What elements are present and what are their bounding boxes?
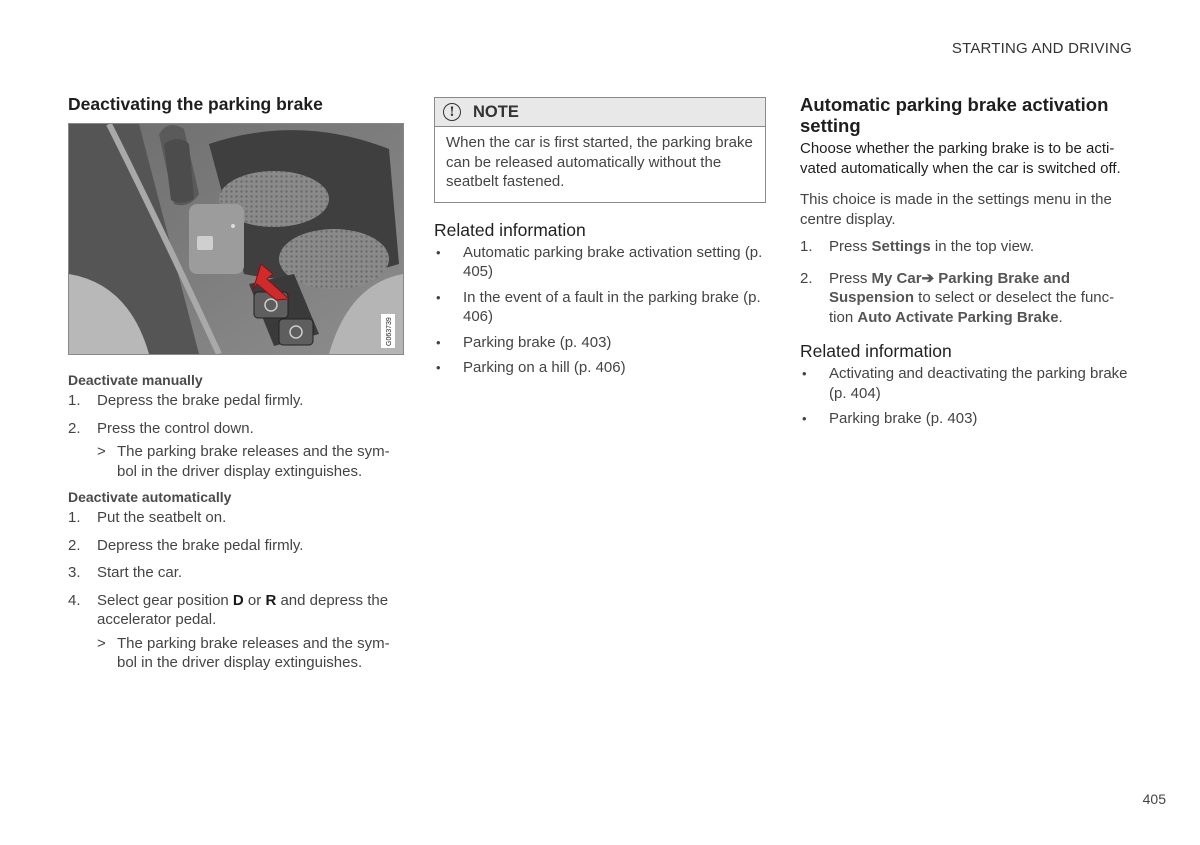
- left-column: [68, 94, 403, 681]
- right-column: [800, 94, 1132, 435]
- ui-term-auto-activate: Auto Activate Parking Brake: [857, 308, 1059, 326]
- auto-result: > The parking brake releases and the sym-bol in the driver display extinguishes.: [97, 634, 390, 671]
- related-link[interactable]: • Parking brake (p. 403): [436, 333, 612, 351]
- image-code: G063739: [386, 317, 393, 346]
- page-number: 405: [1142, 791, 1166, 807]
- note-title: NOTE: [473, 102, 519, 121]
- lead-paragraph: Choose whether the parking brake is to be acti-vated automatically when the car is switched off.: [800, 140, 1121, 177]
- note-header: [435, 98, 765, 127]
- manual-result: > The parking brake releases and the sym-bol in the driver display extinguishes.: [97, 443, 390, 480]
- auto-step-1: 1. Put the seatbelt on.: [68, 509, 227, 526]
- related-link[interactable]: • Activating and deactivating the parking brake (p. 404): [802, 365, 1128, 402]
- related-link[interactable]: • Parking brake (p. 403): [802, 410, 978, 427]
- auto-step-4: 4. Select gear position D or R and depress the accelerator pedal. > The parking brake releases and the sym-bol in the driver display extinguishes.: [68, 591, 403, 673]
- auto-step-3: 3. Start the car.: [68, 564, 183, 581]
- settings-step-2: 2. Press My Car➔ Parking Brake and Suspension to select or deselect the func-tion Auto Activate Parking Brake.: [800, 269, 1115, 326]
- heading-deactivate-manually: Deactivate manually: [68, 372, 203, 388]
- manual-step-2: 2. Press the control down. > The parking brake releases and the sym-bol in the driver display extinguishes.: [68, 419, 403, 482]
- ui-term-settings: Settings: [871, 238, 931, 255]
- section-title-deactivating: Deactivating the parking brake: [68, 94, 323, 114]
- console-photo: [68, 123, 404, 355]
- related-link[interactable]: • Parking on a hill (p. 406): [436, 359, 626, 376]
- middle-column: [434, 97, 766, 384]
- related-link[interactable]: • In the event of a fault in the parking brake (p. 406): [436, 288, 761, 325]
- heading-deactivate-automatically: Deactivate automatically: [68, 489, 232, 505]
- body-paragraph: This choice is made in the settings menu in the centre display.: [800, 191, 1112, 228]
- ui-term-my-car: My Car: [871, 269, 922, 287]
- settings-step-1: 1. Press Settings in the top view.: [800, 238, 1035, 255]
- section-title-auto-activation: Automatic parking brake activation setting: [800, 94, 1109, 136]
- note-box: [434, 97, 766, 203]
- ui-term-parking-brake-suspension: Parking Brake and Suspension: [829, 269, 1071, 306]
- auto-step-2: 2. Depress the brake pedal firmly.: [68, 536, 304, 554]
- exclamation-circle-icon: !: [443, 103, 461, 121]
- related-info-heading-right: Related information: [800, 341, 952, 361]
- note-text: When the car is first started, the parking brake can be released automatically without the seatbelt fastened.: [446, 134, 753, 190]
- running-header: STARTING AND DRIVING: [951, 40, 1132, 57]
- related-info-heading: Related information: [434, 219, 586, 240]
- related-link[interactable]: • Automatic parking brake activation setting (p. 405): [436, 243, 763, 280]
- arrow-right-icon: ➔: [921, 269, 935, 287]
- manual-step-1: 1. Depress the brake pedal firmly.: [68, 392, 304, 409]
